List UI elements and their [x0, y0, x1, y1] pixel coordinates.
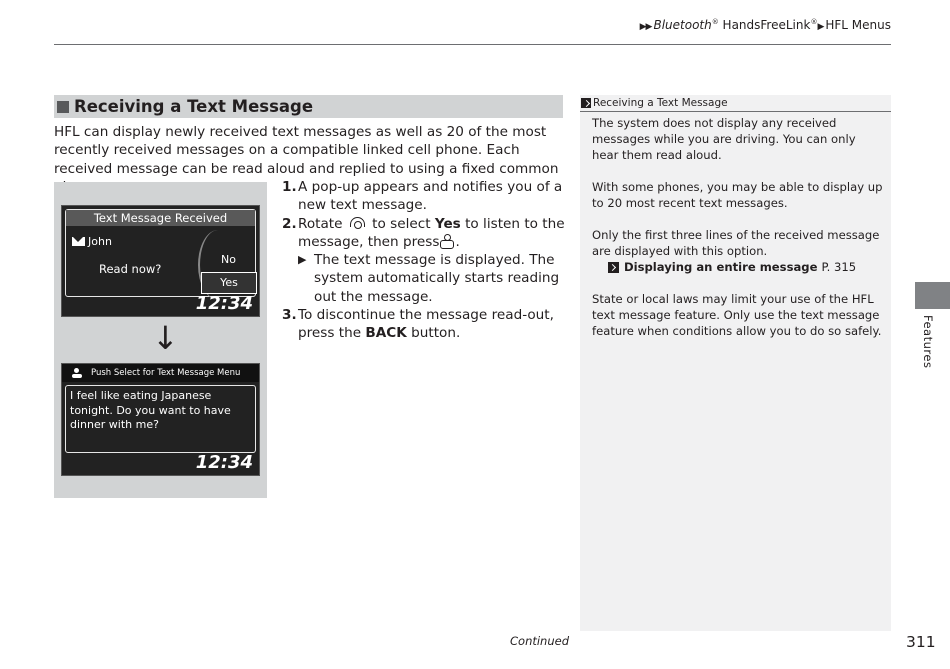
message-menu-hint: Push Select for Text Message Menu — [91, 368, 241, 378]
step-2-result — [282, 251, 566, 306]
side-note-body — [580, 112, 891, 339]
intro-paragraph: HFL can display newly received text messages as well as 20 of the most recently received messages on a compatible linked cell phone. Each received message can be read aloud and replied to using a fixed common — [54, 124, 559, 177]
screen-illustration — [54, 182, 267, 498]
clock: 12:34 — [195, 293, 253, 314]
breadcrumb-arrow-icon: ▶▶ — [639, 22, 652, 32]
step-text: To discontinue the message read-out, press the — [298, 307, 554, 342]
step-keyword: Yes — [434, 215, 461, 232]
read-prompt: Read now? — [99, 262, 162, 276]
result-text: The text message is displayed. The system automatically starts reading out the message. — [314, 252, 560, 305]
press-knob-icon — [440, 234, 454, 249]
registered-mark: ® — [810, 18, 818, 26]
breadcrumb-handsfreelink: HandsFreeLink — [718, 18, 811, 32]
result-arrow-icon: ▶ — [298, 253, 307, 267]
side-note-paragraph: Only the first three lines of the received message are displayed with this option. — [592, 228, 880, 258]
step-text: button. — [411, 325, 461, 342]
step-number: 2. — [282, 215, 297, 232]
message-screen — [61, 363, 260, 476]
page-number: 311 — [906, 633, 936, 651]
registered-mark: ® — [711, 18, 719, 26]
breadcrumb-arrow-icon: ▶ — [817, 22, 824, 32]
step-1 — [282, 178, 566, 215]
notification-screen — [61, 205, 260, 317]
down-arrow-icon: ↓ — [152, 319, 179, 357]
step-text: to select — [372, 215, 431, 232]
popup-title: Text Message Received — [66, 210, 255, 226]
procedure-steps — [282, 178, 566, 343]
sender-row — [72, 235, 112, 248]
option-no: No — [221, 253, 236, 266]
side-note-title: Receiving a Text Message — [593, 97, 728, 109]
step-text: . — [455, 233, 460, 250]
side-note — [580, 95, 891, 631]
note-marker-icon — [581, 98, 591, 108]
step-keyword: BACK — [365, 325, 407, 342]
section-square-icon — [57, 101, 69, 113]
step-text: to listen to the message, then press — [298, 215, 565, 250]
cross-reference-page: P. 315 — [821, 260, 857, 274]
side-note-paragraph: The system does not display any received messages while you are driving. You can only hear them read aloud. — [592, 116, 856, 162]
breadcrumb — [640, 18, 891, 32]
clock: 12:34 — [195, 452, 253, 473]
chapter-tab[interactable] — [915, 282, 950, 309]
step-3 — [282, 306, 566, 343]
breadcrumb-hfl-menus: HFL Menus — [825, 18, 891, 32]
cross-reference-icon — [608, 262, 619, 273]
step-text: Rotate — [298, 215, 343, 232]
cross-reference-link[interactable] — [592, 259, 883, 275]
chapter-tab-label: Features — [921, 315, 935, 369]
message-menu-bar — [62, 364, 259, 382]
step-number: 3. — [282, 307, 297, 324]
envelope-icon — [72, 237, 85, 246]
option-yes: Yes — [201, 272, 257, 294]
popup-frame — [65, 209, 256, 297]
section-title: Receiving a Text Message — [74, 97, 314, 116]
side-note-header — [580, 95, 891, 112]
sender-name: John — [88, 235, 112, 248]
push-select-icon — [72, 368, 83, 378]
side-note-paragraph: State or local laws may limit your use of the HFL text message feature. Only use the text message feature when conditions allow you to do so safely. — [592, 292, 882, 338]
step-2 — [282, 215, 566, 252]
cross-reference-title: Displaying an entire message — [624, 260, 818, 274]
side-note-paragraph: With some phones, you may be able to display up to 20 most recent text messages. — [592, 180, 883, 210]
selector-knob-icon — [349, 217, 366, 229]
step-text: A pop-up appears and notifies you of a new text message. — [298, 179, 563, 214]
section-header — [54, 95, 563, 118]
breadcrumb-bluetooth: Bluetooth — [653, 18, 712, 32]
step-number: 1. — [282, 179, 297, 195]
header-rule — [54, 44, 891, 45]
continued-note: Continued — [510, 634, 570, 648]
message-text: I feel like eating Japanese tonight. Do you want to have dinner with me? — [65, 385, 256, 453]
